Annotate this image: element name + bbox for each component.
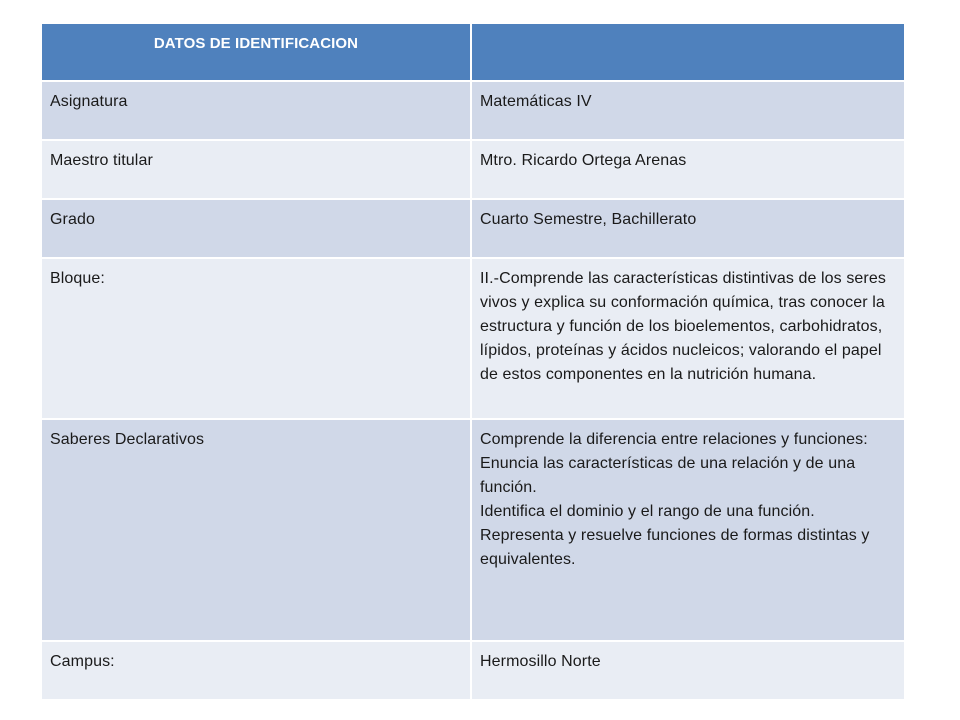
value-line: Enuncia las características de una relación y de una función. <box>480 455 856 496</box>
table-row <box>41 258 905 419</box>
value-line: Mtro. Ricardo Ortega Arenas <box>480 152 687 169</box>
table-row <box>41 641 905 700</box>
table-row <box>41 199 905 258</box>
value-line: Representa y resuelve funciones de formas distintas y equivalentes. <box>480 527 870 568</box>
table-header-row <box>41 23 905 81</box>
table-row <box>41 81 905 140</box>
row-label-maestro: Maestro titular <box>41 140 471 199</box>
value-line: Identifica el dominio y el rango de una función. <box>480 503 815 520</box>
row-value-maestro <box>471 140 905 199</box>
row-label-campus: Campus: <box>41 641 471 700</box>
table-row <box>41 419 905 641</box>
row-label-bloque: Bloque: <box>41 258 471 419</box>
value-line: Hermosillo Norte <box>480 653 601 670</box>
value-line: Matemáticas IV <box>480 93 592 110</box>
header-title: DATOS DE IDENTIFICACION <box>41 23 471 81</box>
row-value-campus <box>471 641 905 700</box>
row-value-asignatura <box>471 81 905 140</box>
row-value-grado <box>471 199 905 258</box>
identification-table <box>40 22 906 701</box>
value-line: II.-Comprende las características distintivas de los seres vivos y explica su conformación química, tras conocer la estructura y función de los bioelementos, carbohidratos, lípidos, proteínas y ácidos nucleicos; valorando el papel de estos componentes en la nutrición humana. <box>480 270 886 383</box>
row-label-grado: Grado <box>41 199 471 258</box>
value-line: Cuarto Semestre, Bachillerato <box>480 211 697 228</box>
row-value-bloque <box>471 258 905 419</box>
value-line: Comprende la diferencia entre relaciones y funciones: <box>480 431 868 448</box>
row-label-asignatura: Asignatura <box>41 81 471 140</box>
row-label-saberes: Saberes Declarativos <box>41 419 471 641</box>
header-empty-cell <box>471 23 905 81</box>
row-value-saberes <box>471 419 905 641</box>
table-row <box>41 140 905 199</box>
